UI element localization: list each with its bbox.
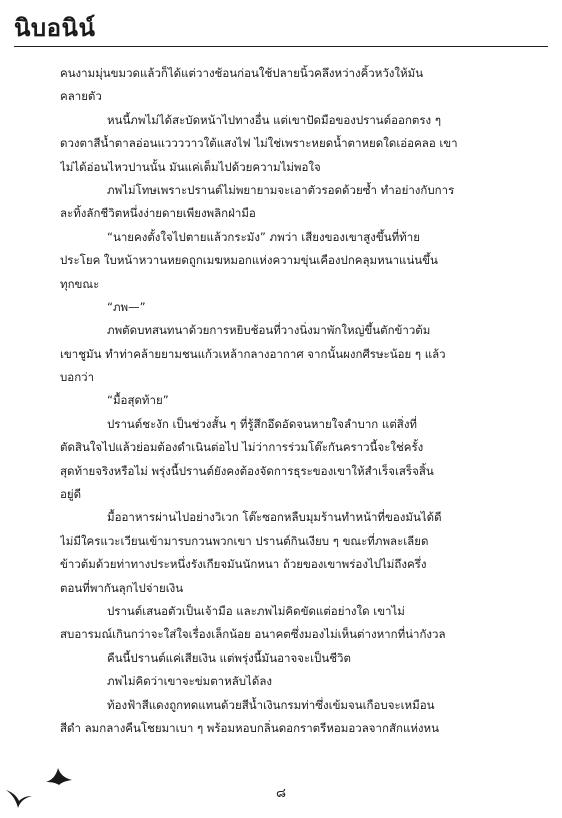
text-line: ภพไม่คิดว่าเขาจะข่มตาหลับได้ลง [107, 674, 272, 689]
text-line: ทุกขณะ [60, 276, 100, 291]
text-line: ปรานต์ชะงัก เป็นช่วงสั้น ๆ ที่รู้สึกอึดอัดจนหายใจลำบาก แต่สิ่งที่ [107, 416, 418, 431]
text-line: ท้องฟ้าสีแดงถูกทดแทนด้วยสีน้ำเงินกรมท่าซึ่งเข้มจนเกือบจะเหมือน [107, 697, 435, 712]
text-line: ภพไม่โทษเพราะปรานต์ไม่พยายามจะเอาตัวรอดด้วยซ้ำ ทำอย่างกับการ [107, 182, 455, 197]
text-line: สีดำ ลมกลางคืนโชยมาเบา ๆ พร้อมหอบกลิ่นดอกราตรีหอมอวลจากสักแห่งหน [60, 720, 439, 735]
text-line: คนงามมุ่นขมวดแล้วก็ได้แต่วางช้อนก่อนใช้ปลายนิ้วคลึงหว่างคิ้วหวังให้มัน [60, 66, 424, 80]
text-line: อยู่ดี [60, 487, 82, 502]
text-line: คลายตัว [60, 89, 102, 104]
text-line: ภพตัดบทสนทนาด้วยการหยิบช้อนที่วางนิ่งมาพักใหญ่ขึ้นตักข้าวต้ม [107, 323, 431, 338]
text-line: ปรานต์เสนอตัวเป็นเจ้ามือ และภพไม่คิดขัดแต่อย่างใด เขาไม่ [107, 603, 405, 618]
text-line: สุดท้ายจริงหรือไม่ พรุ่งนี้ปรานต์ยังคงต้องจัดการธุระของเขาให้สำเร็จเสร็จสิ้น [60, 463, 434, 478]
text-line: ดวงตาสีน้ำตาลอ่อนแววววาวใต้แสงไฟ ไม่ใช่เพราะหยดน้ำตาหยดใดเอ่อคลอ เขา [60, 136, 458, 151]
text-line: คืนนี้ปรานต์แค่เสียเงิน แต่พรุ่งนี้มันอาจจะเป็นชีวิต [107, 650, 351, 665]
text-line: บอกว่า [60, 370, 95, 385]
text-line: “นายคงตั้งใจไปตายแล้วกระมัง” ภพว่า เสียงของเขาสูงขึ้นที่ท้าย [107, 229, 420, 244]
text-line: ไม่มีใครแวะเวียนเข้ามารบกวนพวกเขา ปรานต์กินเงียบ ๆ ขณะที่ภพละเลียด [60, 533, 429, 548]
page-number: ๘ [275, 786, 287, 801]
text-line: ไม่ได้อ่อนไหวปานนั้น มันแค่เต็มไปด้วยความไม่พอใจ [60, 159, 321, 174]
text-line: ข้าวต้มด้วยท่าทางประหนึ่งรังเกียจมันนักหนา ถ้วยของเขาพร่องไปไม่ถึงครึ่ง [60, 557, 427, 572]
header-rule [14, 46, 548, 47]
text-line: ประโยค ใบหน้าหวานหยดถูกเมฆหมอกแห่งความขุ่นเคืองปกคลุมหนาแน่นขึ้น [60, 253, 438, 268]
text-line: มื้ออาหารผ่านไปอย่างวิเวก โต๊ะซอกหลืบมุมร้านทำหน้าที่ของมันได้ดี [107, 510, 442, 525]
text-line: สบอารมณ์เกินกว่าจะใส่ใจเรื่องเล็กน้อย อนาคตซึ่งมองไม่เห็นต่างหากที่น่ากังวล [60, 627, 446, 642]
text-line: “ภพ—” [107, 299, 146, 314]
page-body [60, 62, 492, 740]
text-line: ละทิ้งลักชีวิตหนึ่งง่ายดายเพียงพลิกฝ่ามือ [60, 206, 256, 221]
publisher-logo: นิบอนิน์ [14, 13, 96, 42]
text-line: “มื้อสุดท้าย” [107, 393, 169, 408]
text-line: ตอนที่พากันลุกไปจ่ายเงิน [60, 580, 184, 595]
text-line: ตัดสินใจไปแล้วย่อมต้องดำเนินต่อไป ไม่ว่าการร่วมโต๊ะกันคราวนี้จะใช่ครั้ง [60, 440, 424, 455]
text-line: เขาชูมัน ทำท่าคล้ายยามชนแก้วเหล้ากลางอากาศ จากนั้นผงกศีรษะน้อย ๆ แล้ว [60, 346, 446, 361]
text-line: หนนี้ภพไม่ได้สะบัดหน้าไปทางอื่น แต่เขาปัดมือของปรานต์ออกตรง ๆ [107, 112, 442, 127]
